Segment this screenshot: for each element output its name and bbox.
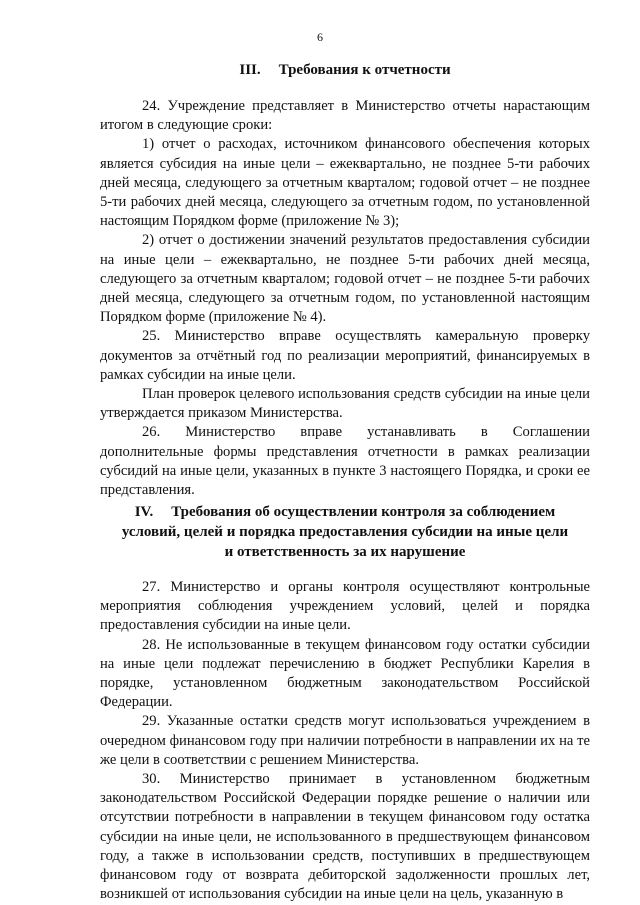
section-3-number: III. <box>239 62 261 78</box>
paragraph-25: 25. Министерство вправе осуществлять камеральную проверку документов за отчётный год по реализации мероприятий, финансируемых в рамках субсидии на иные цели. <box>100 328 590 383</box>
section-3-body <box>100 97 590 500</box>
paragraph-24: 24. Учреждение представляет в Министерство отчеты нарастающим итогом в следующие сроки: <box>100 98 590 134</box>
paragraph-29: 29. Указанные остатки средств могут использоваться учреждением в очередном финансовом году при наличии потребности в направлении их на те же цели в соответствии с решением Министерства. <box>100 713 590 768</box>
paragraph-26: 26. Министерство вправе устанавливать в Соглашении дополнительные формы представления отчетности в рамках реализации субсидий на иные цели, указанных в пункте 3 настоящего Порядка, и сроки ее представления. <box>100 424 590 499</box>
section-3-title: Требования к отчетности <box>278 62 451 78</box>
paragraph-27: 27. Министерство и органы контроля осуществляют контрольные мероприятия соблюдения учреждением условий, целей и порядка предоставления субсидии на иные цели. <box>100 579 590 634</box>
section-4-title-line-1: Требования об осуществлении контроля за соблюдением <box>171 504 556 520</box>
paragraph-28: 28. Не использованные в текущем финансовом году остатки субсидии на иные цели подлежат перечислению в бюджет Республики Карелия в порядке, установленном бюджетным законодательством Российской Федерации. <box>100 636 590 711</box>
section-4-heading <box>100 502 590 562</box>
section-3-heading <box>100 61 590 80</box>
paragraph-24-item-2: 2) отчет о достижении значений результатов предоставления субсидии на иные цели – ежеквартально, не позднее 5-ти рабочих дней месяца, следующего за отчетным кварталом; годовой отчет – не позднее 5-ти рабочих дней месяца, следующего за отчетным годом, по установленной настоящим Порядком форме (приложение № 4). <box>100 232 590 326</box>
section-4-title-line-3: и ответственность за их нарушение <box>224 544 466 560</box>
section-4-number: IV. <box>134 504 154 520</box>
paragraph-25-plan: План проверок целевого использования средств субсидии на иные цели утверждается приказом Министерства. <box>100 386 590 422</box>
section-4-body <box>100 578 590 904</box>
page-number: 6 <box>317 30 323 44</box>
paragraph-30: 30. Министерство принимает в установленном бюджетным законодательством Российской Федерации порядке решение о наличии или отсутствии потребности в направлении в текущем финансовом году остатка субсидии на иные цели, не использованного в предшествующем финансовом году, а также в использовании средств, поступивших в предшествующем финансовом году от возврата дебиторской задолженности прошлых лет, возникшей от использования субсидии на иные цели на цель, указанную в <box>100 771 590 903</box>
section-4-title-line-2: условий, целей и порядка предоставления субсидии на иные цели <box>121 524 569 540</box>
paragraph-24-item-1: 1) отчет о расходах, источником финансового обеспечения которых является субсидия на иные цели – ежеквартально, не позднее 5-ти рабочих дней месяца, следующего за отчетным кварталом; годовой отчет – не позднее 5-ти рабочих дней месяца, следующего за отчетным годом, по установленной настоящим Порядком форме (приложение № 3); <box>100 136 590 230</box>
